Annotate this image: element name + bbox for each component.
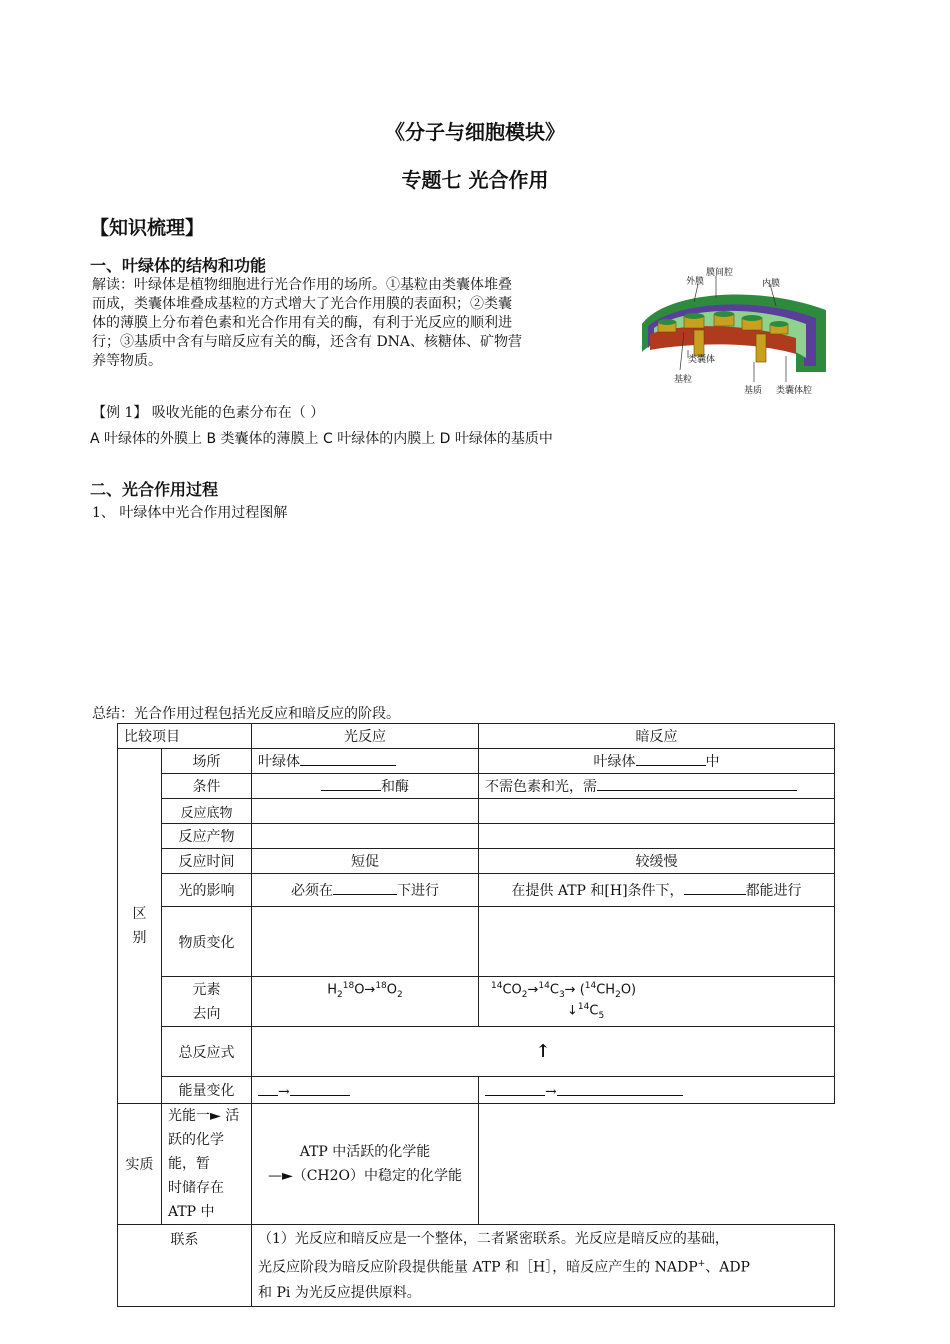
cell-line: —►（CH2O）中稳定的化学能 xyxy=(267,1168,463,1184)
row-label: 场所 xyxy=(162,749,252,774)
blank-line xyxy=(636,751,706,766)
cell-dark xyxy=(479,824,835,849)
cell-total-equation xyxy=(252,1027,835,1077)
cell-light: 短促 xyxy=(252,849,479,874)
label-outer-membrane: 外膜 xyxy=(686,277,705,287)
group-label-difference xyxy=(118,749,162,1104)
para-line: 养等物质。 xyxy=(92,353,162,369)
table-header-row xyxy=(118,724,835,749)
cell-light xyxy=(252,799,479,824)
group-label-char: 别 xyxy=(132,930,147,946)
cell-dark xyxy=(479,799,835,824)
cell-text: 在提供 ATP 和[H]条件下， xyxy=(511,883,684,899)
section2-title: 二、光合作用过程 xyxy=(90,480,219,499)
cell-light xyxy=(252,749,479,774)
cell-line: 光能一► 活跃的化学能，暂 xyxy=(168,1108,240,1172)
blank-line xyxy=(684,880,746,895)
cell-line xyxy=(258,1252,828,1281)
cell-line: 和 Pi 为光反应提供原料。 xyxy=(258,1284,421,1301)
cell-light xyxy=(252,907,479,977)
chloroplast-diagram xyxy=(636,262,836,402)
label-intermembrane-space: 膜间腔 xyxy=(706,268,734,278)
cell-light xyxy=(252,824,479,849)
cell-text: 不需色素和光，需 xyxy=(485,779,597,795)
cell-dark xyxy=(479,874,835,907)
section-header: 【知识梳理】 xyxy=(90,217,205,239)
row-label: 光的影响 xyxy=(162,874,252,907)
cell-text: 必须在 xyxy=(291,883,333,899)
table-row xyxy=(118,907,835,977)
cell-light xyxy=(252,1077,479,1104)
label-stroma: 基质 xyxy=(744,386,763,396)
row-label: 能量变化 xyxy=(162,1077,252,1104)
blank-line xyxy=(290,1081,350,1096)
blank-line xyxy=(333,880,397,895)
table-row xyxy=(118,874,835,907)
cell-line: （1）光反应和暗反应是一个整体，二者紧密联系。光反应是暗反应的基础， xyxy=(258,1231,729,1247)
cell-sup: + xyxy=(697,1259,706,1269)
right-arrow-icon: → xyxy=(278,1083,290,1100)
blank-line xyxy=(597,776,797,791)
cell-text: 都能进行 xyxy=(745,883,802,899)
group-label-char: 区 xyxy=(132,906,147,922)
cell-dark xyxy=(479,1077,835,1104)
element-flow-light: $H_2^{18}O\to^{18}O_2$ xyxy=(252,977,479,1027)
table-row xyxy=(118,1225,835,1307)
table-row xyxy=(118,774,835,799)
row-label: 条件 xyxy=(162,774,252,799)
cell-text: 、ADP xyxy=(705,1259,750,1276)
cell-text: 叶绿体 xyxy=(258,754,300,770)
cell-light xyxy=(162,1104,252,1225)
header-light-reaction: 光反应 xyxy=(252,724,479,749)
cell-dark xyxy=(252,1104,479,1225)
cell-text: 下进行 xyxy=(397,883,439,899)
cell-text: 和酶 xyxy=(381,779,409,795)
document-title: 《分子与细胞模块》 xyxy=(385,120,565,144)
example1-question: 【例 1】 吸收光能的色素分布在（ ） xyxy=(92,405,325,421)
cell-light xyxy=(252,774,479,799)
blank-line xyxy=(485,1081,545,1096)
section1-title: 一、叶绿体的结构和功能 xyxy=(90,256,267,275)
table-row xyxy=(118,1077,835,1104)
cell-light xyxy=(252,874,479,907)
blank-line xyxy=(321,776,381,791)
cell-line: ATP 中活跃的化学能 xyxy=(299,1144,431,1160)
table-row xyxy=(118,849,835,874)
table-row xyxy=(118,1027,835,1077)
cell-dark xyxy=(479,907,835,977)
summary-text: 总结：光合作用过程包括光反应和暗反应的阶段。 xyxy=(92,706,400,722)
section1-paragraph xyxy=(92,276,612,371)
para-line: 解读：叶绿体是植物细胞进行光合作用的场所。①基粒由类囊体堆叠 xyxy=(92,277,512,293)
table-row xyxy=(118,1104,835,1225)
cell-text: 叶绿体 xyxy=(593,754,636,770)
para-line: 体的薄膜上分布着色素和光合作用有关的酶，有利于光反应的顺利进 xyxy=(92,315,512,331)
row-label: 联系 xyxy=(118,1225,252,1307)
table-row xyxy=(118,749,835,774)
row-label-line: 元素 xyxy=(192,981,221,998)
cell-dark xyxy=(479,749,835,774)
cell-relation xyxy=(252,1225,835,1307)
up-arrow-icon: ↑ xyxy=(535,1041,551,1062)
cell-dark: 较缓慢 xyxy=(479,849,835,874)
header-dark-reaction: 暗反应 xyxy=(479,724,835,749)
chloroplast-illustration xyxy=(636,262,836,402)
row-label-line: 去向 xyxy=(192,1005,221,1022)
cell-text: 中 xyxy=(705,754,720,770)
table-row xyxy=(118,799,835,824)
para-line: 而成，类囊体堆叠成基粒的方式增大了光合作用膜的表面积；②类囊 xyxy=(92,296,512,312)
section2-item1: 1、 叶绿体中光合作用过程图解 xyxy=(92,505,288,521)
table-row xyxy=(118,977,835,1027)
table-row xyxy=(118,824,835,849)
cell-text: 光反应阶段为暗反应阶段提供能量 ATP 和［H］，暗反应产生的 NADP xyxy=(258,1259,698,1276)
header-compare-item: 比较项目 xyxy=(118,724,252,749)
label-thylakoid: 类囊体 xyxy=(688,355,716,365)
cell-line: 时储存在 ATP 中 xyxy=(168,1180,224,1220)
right-arrow-icon: → xyxy=(545,1083,557,1100)
comparison-table xyxy=(117,723,835,1307)
label-thylakoid-lumen: 类囊体腔 xyxy=(776,386,813,396)
label-inner-membrane: 内膜 xyxy=(762,279,781,289)
row-label xyxy=(162,977,252,1027)
element-flow-dark: $^{14}CO_2\to^{14}C_3\to (^{14}CH_2O)$ $↓^{14}C_5$ xyxy=(479,977,835,1027)
example1-options: A 叶绿体的外膜上 B 类囊体的薄膜上 C 叶绿体的内膜上 D 叶绿体的基质中 xyxy=(90,431,553,447)
cell-dark xyxy=(479,774,835,799)
blank-line xyxy=(258,1081,278,1096)
row-label: 反应时间 xyxy=(162,849,252,874)
blank-line xyxy=(300,751,396,766)
para-line: 行；③基质中含有与暗反应有关的酶，还含有 DNA、核糖体、矿物营 xyxy=(92,334,523,350)
label-granum: 基粒 xyxy=(674,375,693,385)
row-label: 总反应式 xyxy=(162,1027,252,1077)
document-subtitle: 专题七 光合作用 xyxy=(401,168,549,192)
row-label: 反应产物 xyxy=(162,824,252,849)
row-label: 物质变化 xyxy=(162,907,252,977)
row-label: 反应底物 xyxy=(162,799,252,824)
row-label: 实质 xyxy=(118,1104,162,1225)
blank-line xyxy=(557,1081,683,1096)
